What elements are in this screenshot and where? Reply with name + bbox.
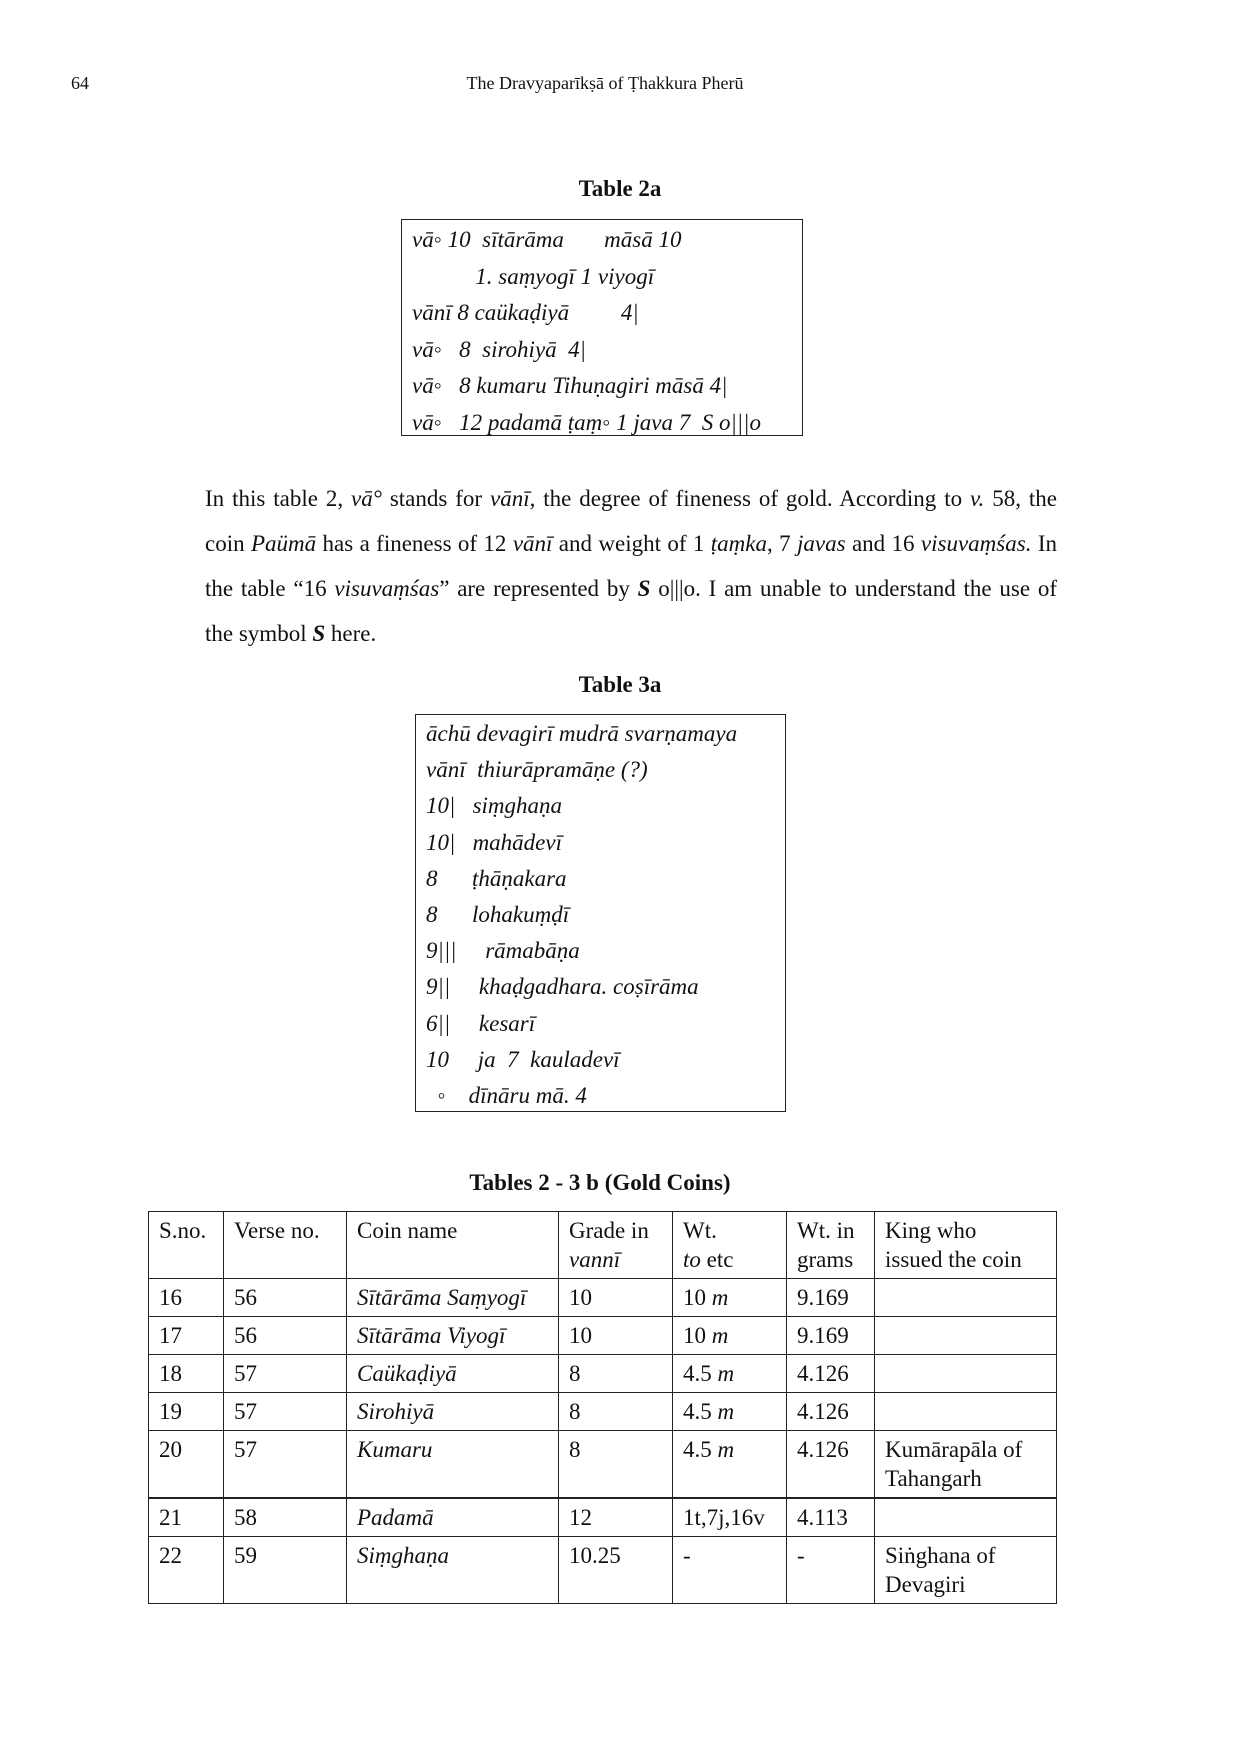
- table-3a-title: Table 3a: [578, 672, 662, 697]
- column-header-grams: Wt. in grams: [787, 1212, 875, 1279]
- text-run-italic: v.: [970, 486, 985, 511]
- text-run: ” are represented by: [439, 576, 638, 601]
- text-run: , 7: [767, 531, 798, 556]
- table-3a-line: ◦ dīnāru mā. 4: [426, 1083, 587, 1109]
- text-run-italic: visuvaṃśas: [334, 576, 440, 601]
- text-run-italic: vānī,: [490, 486, 536, 511]
- table-row: 17 56 Sītārāma Viyogī 10 10 m 9.169: [149, 1317, 1057, 1355]
- table-2a-line: vā◦ 10 sītārāma māsā 10: [412, 227, 682, 252]
- table-2a-line: vānī 8 caükaḍiyā 4|: [412, 300, 639, 325]
- table-2a-line: vā◦ 8 sirohiyā 4|: [412, 336, 586, 362]
- text-run: and weight of 1: [552, 531, 711, 556]
- table-3a-line: 10 ja 7 kauladevī: [426, 1046, 620, 1072]
- table-3a-box: [415, 714, 786, 1112]
- text-run: o|||o. I am unable to understand the use of the symbol: [205, 576, 1058, 646]
- text-run-italic: vā°: [351, 486, 382, 511]
- table-row: 16 56 Sītārāma Saṃyogī 10 10 m 9.169: [149, 1279, 1057, 1317]
- running-title: The Dravyaparīkṣā of Ṭhakkura Pherū: [466, 73, 744, 93]
- table-2a-line: vā◦ 8 kumaru Tihuṇagiri māsā 4|: [412, 373, 728, 398]
- table-3a-line: 9|| khaḍgadhara. coṣīrāma: [426, 974, 699, 1000]
- table-3a-line: 6|| kesarī: [426, 1010, 536, 1036]
- table-2a-box: [401, 219, 803, 436]
- table-row: 19 57 Sirohiyā 8 4.5 m 4.126: [149, 1393, 1057, 1431]
- text-run-italic: visuvaṃśas.: [920, 531, 1032, 556]
- text-run: In this table 2,: [205, 486, 352, 511]
- table-header-row: [149, 1212, 1057, 1279]
- text-run-italic: Paümā: [250, 531, 317, 556]
- text-run: stands for: [381, 486, 490, 511]
- text-run: In the table “16: [205, 531, 1057, 601]
- page-number: 64: [71, 73, 89, 93]
- text-run: and 16: [845, 531, 921, 556]
- body-paragraph: [205, 476, 1057, 656]
- table-row: 20 57 Kumaru 8 4.5 m 4.126 Kumārapāla of Tahangarh: [149, 1431, 1057, 1499]
- table-3a-line: 10| siṃghaṇa: [426, 793, 563, 819]
- column-header-coin: Coin name: [347, 1212, 559, 1279]
- column-header-sno: S.no.: [149, 1212, 224, 1279]
- table-3a-line: vānī thiurāpramāṇe (?): [426, 757, 648, 783]
- table-2a-line: vā◦ 12 padamā ṭaṃ◦ 1 java 7 S o|||o: [412, 409, 761, 435]
- table-3a-line: 10| mahādevī: [426, 829, 562, 855]
- table-2a-title: Table 2a: [578, 176, 662, 201]
- table-2a-line: 1. saṃyogī 1 viyogī: [412, 263, 655, 289]
- s-symbol: S: [312, 621, 326, 646]
- table-3a-line: 9||| rāmabāṇa: [426, 938, 580, 964]
- table-3a-line: 8 lohakuṃḍī: [426, 902, 570, 928]
- column-header-king: King who issued the coin: [875, 1212, 1057, 1279]
- text-run-italic: javas: [797, 531, 846, 556]
- text-run-italic: vānī: [512, 531, 553, 556]
- table-row: 21 58 Padamā 12 1t,7j,16v 4.113: [149, 1498, 1057, 1537]
- column-header-verse: Verse no.: [224, 1212, 347, 1279]
- table-3b-title: Tables 2 - 3 b (Gold Coins): [469, 1170, 731, 1195]
- table-3a-line: āchū devagirī mudrā svarṇamaya: [426, 721, 738, 746]
- table-row: 18 57 Caükaḍiyā 8 4.5 m 4.126: [149, 1355, 1057, 1393]
- column-header-grade: Grade in vannī: [559, 1212, 673, 1279]
- text-run: the degree of fineness of gold. According to: [535, 486, 971, 511]
- text-run: 58, the coin: [205, 486, 1057, 556]
- table-row: 22 59 Siṃghaṇa 10.25 - - Siṅghana of Devagiri: [149, 1537, 1057, 1604]
- s-symbol: S: [637, 576, 651, 601]
- text-run: here.: [325, 621, 377, 646]
- column-header-weight: Wt. to etc: [673, 1212, 787, 1279]
- gold-coins-table: [148, 1211, 1057, 1604]
- table-3a-line: 8 ṭhāṇakara: [426, 865, 567, 891]
- text-run: has a fineness of 12: [316, 531, 513, 556]
- text-run-italic: ṭaṃka: [710, 531, 767, 556]
